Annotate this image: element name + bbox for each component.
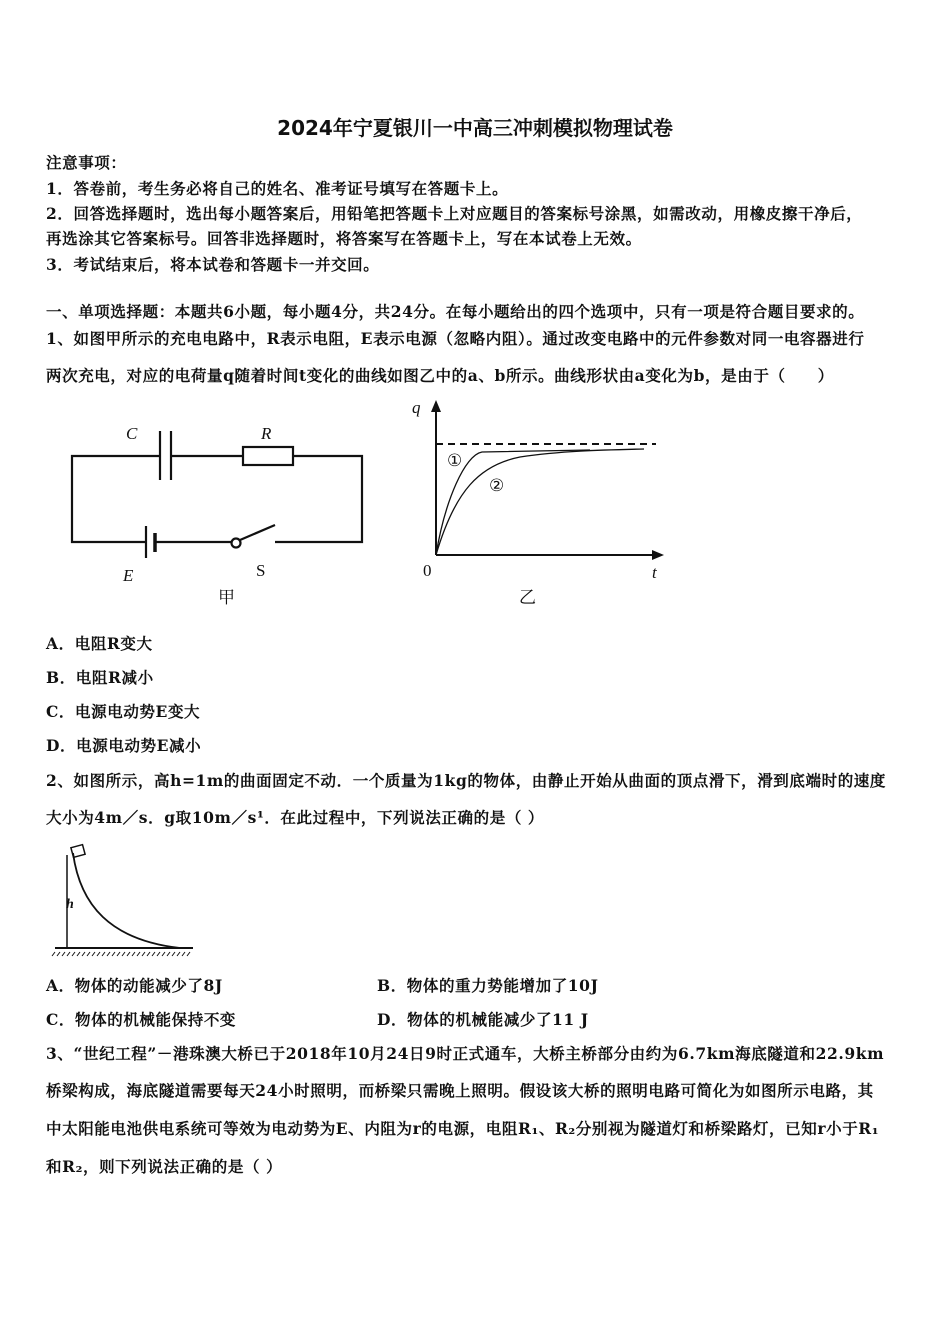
label-s: S (256, 561, 266, 580)
curved-surface (73, 853, 180, 948)
q2-option-a: A．物体的动能减少了8J (46, 976, 223, 995)
q1-option-a: A．电阻R变大 (46, 634, 153, 653)
q3-stem: 中太阳能电池供电系统可等效为电动势为E、内阻为r的电源，电阻R₁、R₂分别视为隧道灯和桥梁路灯，已知r小于R₁ (46, 1119, 880, 1138)
axis-label-t: t (652, 563, 657, 582)
x-axis-arrow (652, 550, 664, 560)
resistor (243, 447, 293, 465)
q2-stem: 大小为4m／s．g取10m／s¹．在此过程中，下列说法正确的是（ ） (46, 808, 545, 827)
q1-stem: 两次充电，对应的电荷量q随着时间t变化的曲线如图乙中的a、b所示。曲线形状由a变化为b，是由于（ ） (46, 366, 834, 385)
q3-stem: 和R₂，则下列说法正确的是（ ） (46, 1157, 283, 1176)
q1-option-d: D．电源电动势E减小 (46, 736, 202, 755)
curve-1-label: ① (447, 451, 463, 470)
q1-option-b: B．电阻R减小 (46, 668, 154, 687)
q2-option-c: C．物体的机械能保持不变 (46, 1010, 237, 1029)
q3-stem: 3、“世纪工程”－港珠澳大桥已于2018年10月24日9时正式通车，大桥主桥部分由约为6.7km海底隧道和22.9km (46, 1044, 885, 1063)
block (71, 845, 85, 858)
notice-item: 2．回答选择题时，选出每小题答案后，用铅笔把答题卡上对应题目的答案标号涂黑，如需改动，用橡皮擦干净后， (46, 204, 863, 223)
notice-item: 3．考试结束后，将本试卷和答题卡一并交回。 (46, 255, 380, 274)
q2-option-b: B．物体的重力势能增加了10J (377, 976, 599, 995)
caption-jia: 甲 (218, 588, 235, 607)
q1-option-c: C．电源电动势E变大 (46, 702, 201, 721)
label-h: h (66, 897, 74, 912)
page-title: 2024年宁夏银川一中高三冲刺模拟物理试卷 (277, 116, 673, 140)
label-c: C (126, 424, 138, 443)
notice-item: 再选涂其它答案标号。回答非选择题时，将答案写在答题卡上，写在本试卷上无效。 (46, 229, 642, 248)
q2-option-d: D．物体的机械能减少了11 J (377, 1010, 589, 1029)
q-t-graph (431, 400, 664, 560)
switch (232, 539, 241, 548)
section-heading: 一、单项选择题：本题共6小题，每小题4分，共24分。在每小题给出的四个选项中，只有一项是符合题目要求的。 (46, 302, 865, 321)
caption-yi: 乙 (519, 588, 536, 607)
circuit-diagram (72, 431, 362, 558)
notice-item: 1．答卷前，考生务必将自己的姓名、准考证号填写在答题卡上。 (46, 179, 509, 198)
label-e: E (123, 566, 134, 585)
axis-label-q: q (412, 398, 421, 417)
q3-stem: 桥梁构成，海底隧道需要每天24小时照明，而桥梁只需晚上照明。假设该大桥的照明电路可简化为如图所示电路，其 (46, 1081, 874, 1100)
notice-heading: 注意事项： (46, 153, 127, 172)
label-r: R (261, 424, 272, 443)
origin-label: 0 (423, 561, 432, 580)
q2-stem: 2、如图所示，高h=1m的曲面固定不动．一个质量为1kg的物体，由静止开始从曲面的顶点滑下，滑到底端时的速度 (46, 771, 886, 790)
q1-stem: 1、如图甲所示的充电电路中，R表示电阻，E表示电源（忽略内阻）。通过改变电路中的元件参数对同一电容器进行 (46, 329, 865, 348)
y-axis-arrow (431, 400, 441, 412)
curve-2-label: ② (489, 476, 505, 495)
curve-2 (436, 449, 644, 555)
